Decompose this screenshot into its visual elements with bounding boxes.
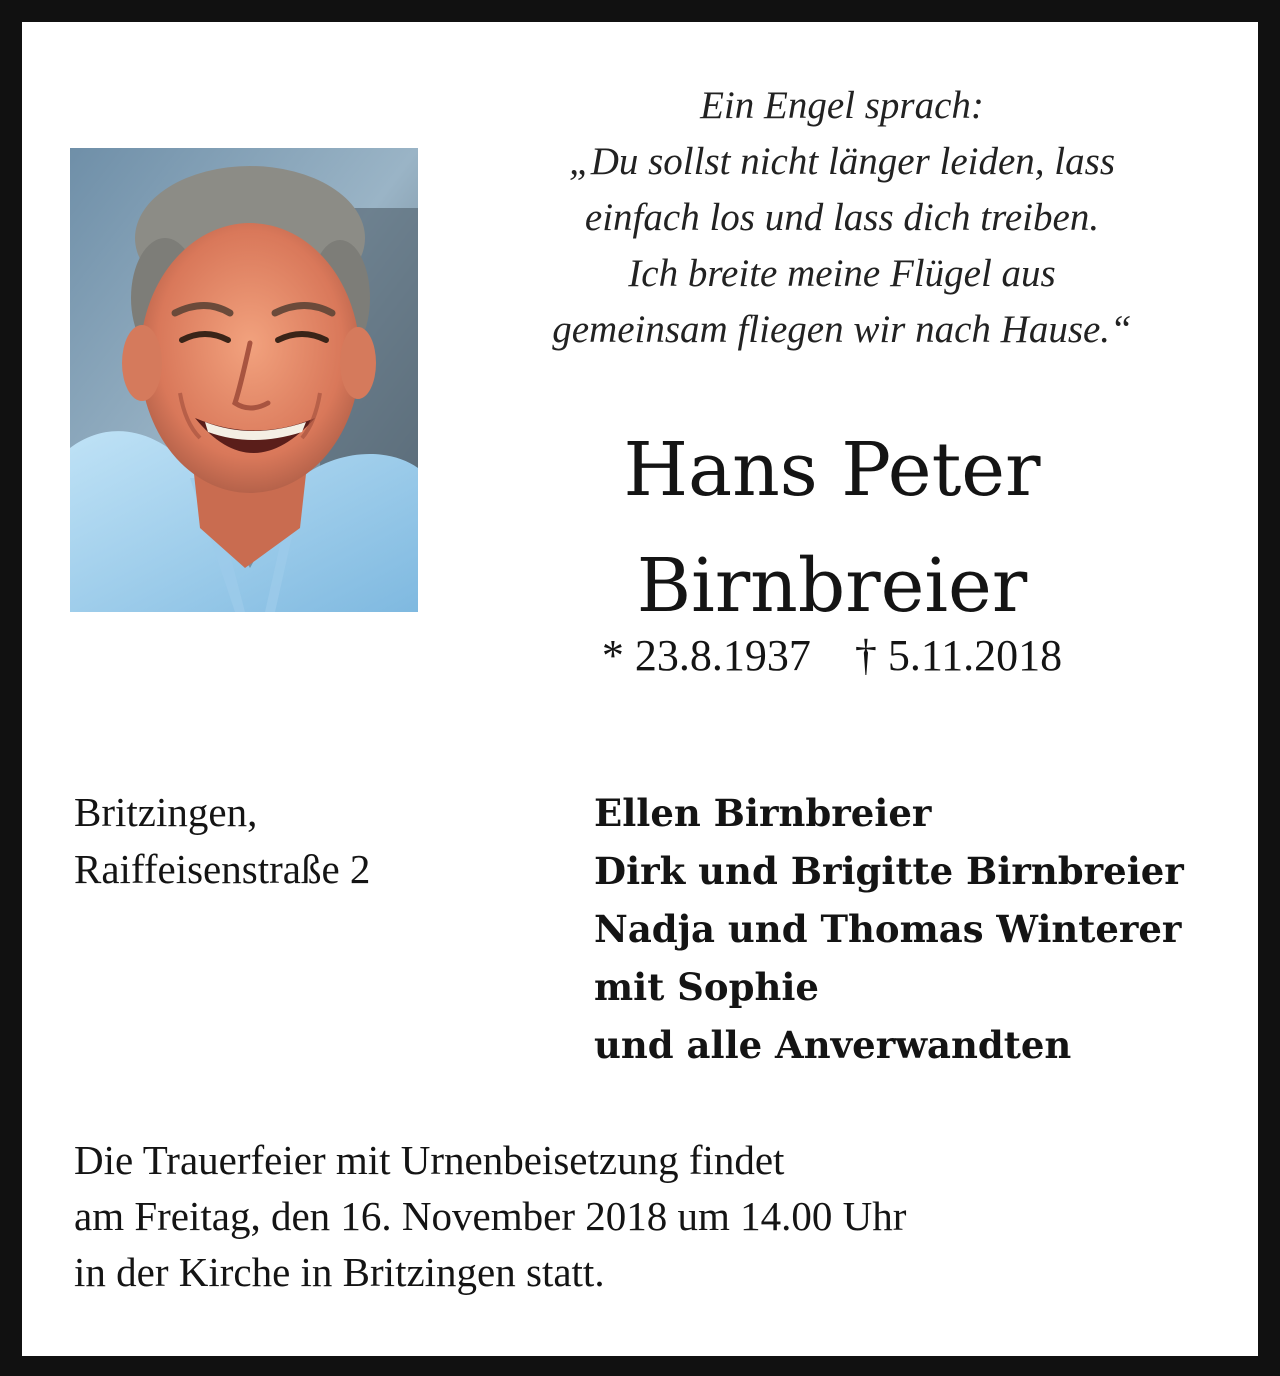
funeral-notice	[74, 1132, 906, 1300]
deceased-name-line1: Hans Peter	[623, 427, 1041, 513]
deceased-name-line2: Birnbreier	[636, 543, 1028, 629]
poem-line: „Du sollst nicht länger leiden, lass	[569, 140, 1115, 183]
mourner-line: Ellen Birnbreier	[594, 791, 932, 835]
deceased-name	[452, 412, 1212, 644]
portrait-illustration	[70, 148, 418, 612]
poem-line: einfach los und lass dich treiben.	[584, 196, 1100, 239]
address-line: Britzingen,	[74, 789, 258, 835]
poem-verse	[452, 78, 1232, 358]
obituary-card	[22, 22, 1258, 1356]
poem-line: gemeinsam fliegen wir nach Hause.“	[552, 308, 1132, 351]
portrait-photo	[70, 148, 418, 612]
family-address	[74, 784, 370, 898]
mourners-list	[594, 784, 1184, 1074]
poem-line: Ich breite meine Flügel aus	[628, 252, 1056, 295]
birth-date: * 23.8.1937	[601, 631, 811, 680]
funeral-line: in der Kirche in Britzingen statt.	[74, 1249, 605, 1295]
poem-line: Ein Engel sprach:	[700, 84, 984, 127]
mourner-line: und alle Anverwandten	[594, 1023, 1072, 1067]
mourner-line: Nadja und Thomas Winterer	[594, 907, 1182, 951]
funeral-line: am Freitag, den 16. November 2018 um 14.00 Uhr	[74, 1193, 907, 1239]
death-date: † 5.11.2018	[854, 631, 1063, 680]
address-line: Raiffeisenstraße 2	[74, 846, 371, 892]
funeral-line: Die Trauerfeier mit Urnenbeisetzung findet	[74, 1137, 785, 1183]
life-dates	[452, 628, 1212, 684]
mourner-line: Dirk und Brigitte Birnbreier	[594, 849, 1184, 893]
mourner-line: mit Sophie	[594, 965, 819, 1009]
